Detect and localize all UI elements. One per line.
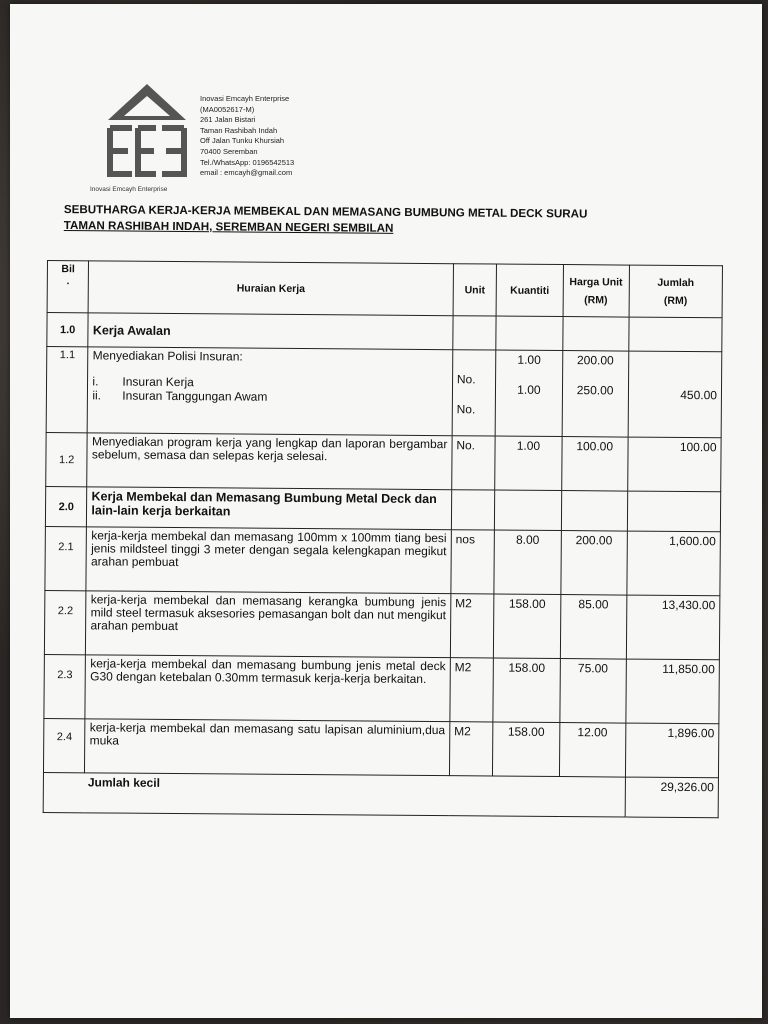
- row-number: 2.4: [43, 718, 85, 772]
- header-unit-price: Harga Unit (RM): [563, 265, 630, 318]
- header-quantity: Kuantiti: [496, 264, 563, 317]
- company-logo: [102, 80, 192, 180]
- row-description: kerja-kerja membekal dan memasang satu lapisan aluminium,dua muka: [85, 719, 450, 776]
- section-number: 1.0: [47, 313, 89, 347]
- table-header-row: [47, 261, 722, 318]
- table-row: [45, 526, 720, 595]
- row-unit-price: 200.00: [560, 531, 627, 596]
- address-line: 70400 Seremban: [200, 146, 258, 156]
- header-total: Jumlah (RM): [629, 265, 723, 318]
- address-line: 261 Jalan Bistari: [200, 115, 256, 125]
- insurance-list: [92, 374, 448, 405]
- row-total: 100.00: [627, 437, 721, 492]
- row-number: 2.2: [44, 590, 86, 654]
- row-total: 1,896.00: [625, 723, 719, 778]
- row-quantity: 8.00: [494, 530, 561, 595]
- company-name: Inovasi Emcayh Enterprise: [200, 94, 290, 103]
- section-row: [47, 313, 722, 352]
- company-reg-no: (MA0052617-M): [200, 104, 255, 114]
- header-unit: Unit: [453, 264, 497, 316]
- company-email: email : emcayh@gmail.com: [200, 168, 293, 178]
- table-row: [46, 347, 722, 438]
- address-line: Off Jalan Tunku Khursiah: [200, 136, 285, 146]
- row-description: Menyediakan program kerja yang lengkap dan laporan bergambar sebelum, semasa dan selepas kerja selesai.: [87, 433, 452, 490]
- company-details: [200, 94, 294, 179]
- row-number: 1.2: [46, 432, 88, 486]
- row-unit: No. No.: [452, 350, 496, 436]
- row-total: 11,850.00: [626, 659, 720, 724]
- table-row: [44, 654, 719, 723]
- row-description: Menyediakan Polisi Insuran: i. Insuran Kerja ii. Insuran Tanggungan Awam: [88, 347, 453, 436]
- row-quantity: 158.00: [493, 658, 560, 723]
- row-unit: M2: [450, 658, 494, 722]
- row-unit-price: 75.00: [559, 659, 626, 724]
- document-title: [64, 202, 644, 239]
- row-total: 13,430.00: [626, 595, 720, 660]
- row-unit-price: 200.00 250.00: [562, 351, 629, 438]
- quotation-table: [43, 260, 723, 818]
- header-bil: Bil .: [47, 261, 89, 313]
- row-number: 2.1: [45, 526, 87, 590]
- row-quantity: 1.00: [495, 436, 562, 491]
- table-row: [43, 718, 718, 777]
- table-row: [46, 432, 721, 491]
- company-phone: Tel./WhatsApp: 0196542513: [200, 157, 295, 167]
- row-quantity: 158.00: [494, 594, 561, 659]
- row-description: kerja-kerja membekal dan memasang kerangka bumbung jenis mild steel termasuk aksesories pemasangan bolt dan nut mengikut arahan pembuat: [86, 591, 451, 658]
- section-row: [45, 486, 720, 531]
- title-line-1: SEBUTHARGA KERJA-KERJA MEMBEKAL DAN MEMASANG BUMBUNG METAL DECK SURAU: [63, 202, 588, 221]
- row-unit: M2: [449, 722, 493, 776]
- quotation-document: [10, 4, 762, 1018]
- row-description: kerja-kerja membekal dan memasang 100mm x 100mm tiang besi jenis mildsteel tinggi 3 meter dengan segala kelengkapan megikut arahan pembuat: [86, 527, 451, 594]
- section-title: Kerja Membekal dan Memasang Bumbung Metal Deck dan lain-lain kerja berkaitan: [87, 487, 452, 530]
- row-quantity: 1.00 1.00: [495, 350, 562, 437]
- header-description: Huraian Kerja: [88, 261, 453, 316]
- logo-caption: Inovasi Emcayh Enterprise: [90, 186, 168, 193]
- row-unit-price: 12.00: [559, 723, 626, 778]
- row-total: 1,600.00: [627, 531, 721, 596]
- section-number: 2.0: [45, 486, 87, 526]
- subtotal-row: [43, 772, 718, 817]
- row-unit-price: 100.00: [561, 437, 628, 492]
- list-item: i. Insuran Kerja: [92, 374, 194, 390]
- row-unit: nos: [451, 530, 495, 594]
- address-line: Taman Rashibah Indah: [200, 125, 278, 135]
- row-description: kerja-kerja membekal dan memasang bumbung jenis metal deck G30 dengan ketebalan 0.30mm termasuk kerja-kerja berkaitan.: [85, 655, 450, 722]
- row-unit: No.: [452, 436, 496, 490]
- row-total: 450.00: [628, 351, 722, 438]
- subtotal-value: 29,326.00: [625, 777, 719, 818]
- list-item: ii. Insuran Tanggungan Awam: [92, 388, 268, 404]
- subtotal-label: Jumlah kecil: [43, 772, 625, 817]
- row-number: 1.1: [46, 347, 88, 433]
- row-quantity: 158.00: [493, 722, 560, 777]
- row-unit: M2: [450, 594, 494, 658]
- row-unit-price: 85.00: [560, 595, 627, 660]
- title-line-2: TAMAN RASHIBAH INDAH, SEREMBAN NEGERI SEMBILAN: [63, 218, 394, 235]
- letterhead: [90, 80, 402, 200]
- table-row: [44, 590, 719, 659]
- row-number: 2.3: [44, 654, 86, 718]
- section-title: Kerja Awalan: [88, 313, 453, 350]
